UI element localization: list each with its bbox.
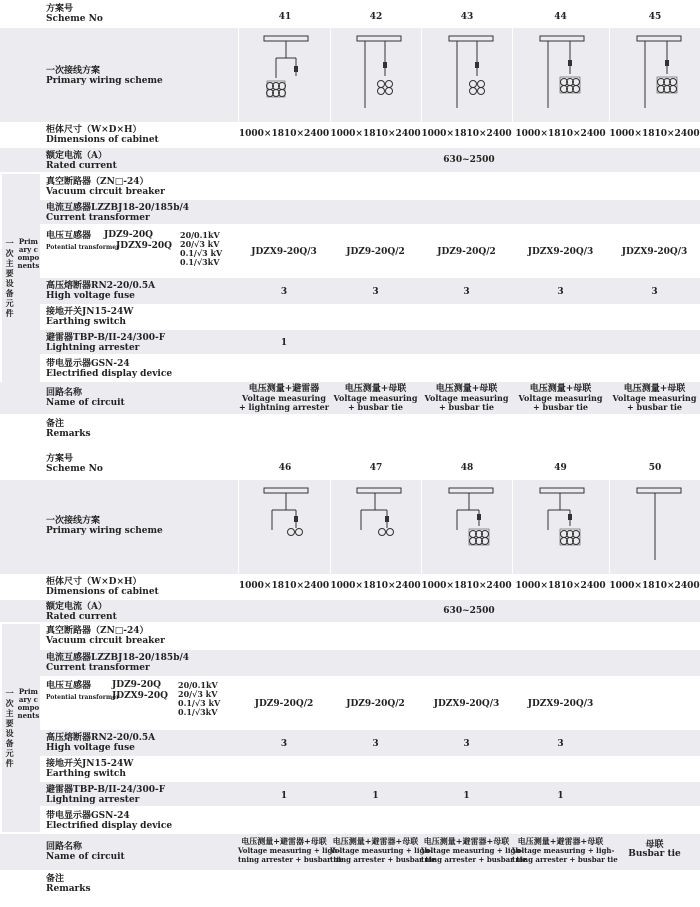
row-potential-transformer [0,676,700,728]
earthing-label: 接地开关JN15-24W Earthing switch [46,307,134,327]
ct-label: 电流互感器LZZBJ18-20/185b/4 Current transformer [46,203,190,223]
arrester-value: 1 [463,791,470,801]
scheme-number: 47 [369,463,383,473]
pt-label: 电压互感器 JDZ9-20Q Potential transformer JDZX9-20Q [46,230,172,251]
circuit-label: 回路名称 Name of circuit [46,388,125,408]
dimensions-value: 1000×1810×2400 [238,129,330,139]
vcb-label: 真空断路器（ZN□-24） Vacuum circuit breaker [46,177,165,197]
scheme-number: 46 [278,463,292,473]
wiring-label: 一次接线方案 Primary wiring scheme [46,516,163,536]
dimensions-value: 1000×1810×2400 [330,129,421,139]
fuse-value: 3 [463,287,470,297]
row-electrified-display [0,808,700,834]
dimensions-value: 1000×1810×2400 [421,581,512,591]
primary-components-side-label-1: 一次主要设备元件 Primary components [2,174,40,382]
wiring-diagram-49 [538,488,588,566]
arrester-value: 1 [372,791,379,801]
row-earthing-switch [0,304,700,330]
rated-current-label: 额定电流（A） Rated current [46,602,117,622]
circuit-name-value: 电压测量+母联 Voltage measuring + busbar tie [333,384,418,412]
arrester-label: 避雷器TBP-B/II-24/300-F Lightning arrester [46,785,166,805]
wiring-diagram-41 [262,36,312,114]
wiring-diagram-47 [355,488,405,566]
fuse-value: 3 [280,287,288,297]
row-vacuum-breaker [0,624,700,648]
pt-value: JDZX9-20Q/3 [251,247,317,257]
circuit-name-value: 电压测量+避雷器+母联 Voltage measuring + ligh- tning arrester + busbar tie [512,836,618,864]
dimensions-value: 1000×1810×2400 [609,129,700,139]
row-remarks [0,414,700,442]
wiring-diagram-45 [635,36,685,114]
dimensions-value: 1000×1810×2400 [330,581,421,591]
scheme-label: 方案号 Scheme No [46,454,103,474]
circuit-name-value: 电压测量+母联 Voltage measuring + busbar tie [518,384,603,412]
dimensions-value: 1000×1810×2400 [515,129,606,139]
primary-components-side-label-2: 一次主要设备元件 Primary components [2,624,40,832]
row-lightning-arrester [40,330,700,354]
pt-value: JDZX9-20Q/3 [527,247,594,257]
arrester-value: 1 [557,791,564,801]
row-scheme-no [0,452,700,480]
fuse-value: 3 [557,739,564,749]
pt-ratios: 20/0.1kV 20/√3 kV 0.1/√3 kV 0.1/√3kV [178,680,221,717]
circuit-name-value: 母联 Busbar tie [628,840,681,859]
scheme-number: 43 [460,12,474,22]
row-circuit-name [0,382,700,414]
scheme-number: 49 [554,463,567,473]
pt-label: 电压互感器 JDZ9-20Q Potential transformer JDZX9-20Q [46,680,168,701]
arrester-value: 1 [280,338,288,348]
row-vacuum-breaker [0,174,700,200]
row-current-transformer [40,650,700,676]
row-wiring [0,28,700,122]
scheme-number: 45 [648,12,662,22]
row-wiring [0,480,700,574]
row-fuse [40,278,700,304]
fuse-label: 高压熔断器RN2-20/0.5A High voltage fuse [46,281,156,301]
circuit-name-value: 电压测量+避雷器+母联 Voltage measuring + ligh- tning arrester + busbar tie [238,836,344,864]
wiring-label: 一次接线方案 Primary wiring scheme [46,66,163,86]
wiring-diagram-50 [635,488,685,566]
circuit-label: 回路名称 Name of circuit [46,842,125,862]
remarks-label: 备注 Remarks [46,874,91,894]
circuit-name-value: 电压测量+母联 Voltage measuring + busbar tie [612,384,697,412]
vcb-label: 真空断路器（ZN□-24） Vacuum circuit breaker [46,626,165,646]
dimensions-label: 柜体尺寸（W×D×H） Dimensions of cabinet [46,577,159,597]
pt-value: JDZ9-20Q/2 [346,247,405,257]
circuit-name-value: 电压测量+避雷器+母联 Voltage measuring + ligh- tning arrester + busbar tie [421,836,527,864]
circuit-name-value: 电压测量+避雷器+母联 Voltage measuring + ligh- tning arrester + busbar tie [330,836,436,864]
rated-current-value: 630~2500 [443,606,495,616]
fuse-value: 3 [372,287,379,297]
row-dimensions [0,122,700,146]
rated-current-value: 630~2500 [443,155,495,165]
pt-value: JDZX9-20Q/3 [433,699,500,709]
scheme-number: 41 [278,12,292,22]
remarks-label: 备注 Remarks [46,419,91,439]
dimensions-value: 1000×1810×2400 [609,581,700,591]
row-dimensions [0,574,700,598]
fuse-value: 3 [651,287,658,297]
pt-value: JDZX9-20Q/3 [621,247,688,257]
dimensions-value: 1000×1810×2400 [238,581,330,591]
circuit-name-value: 电压测量+母联 Voltage measuring + busbar tie [424,384,509,412]
row-lightning-arrester [40,782,700,806]
fuse-value: 3 [463,739,470,749]
wiring-diagram-43 [447,36,497,114]
pt-value: JDZX9-20Q/3 [527,699,594,709]
pt-ratios: 20/0.1kV 20/√3 kV 0.1/√3 kV 0.1/√3kV [180,230,223,267]
wiring-diagram-44 [538,36,588,114]
earthing-label: 接地开关JN15-24W Earthing switch [46,759,134,779]
fuse-value: 3 [372,739,379,749]
row-electrified-display [0,356,700,382]
pt-value: JDZ9-20Q/2 [346,699,405,709]
display-label: 带电显示器GSN-24 Electrified display device [46,811,173,831]
fuse-value: 3 [280,739,288,749]
row-scheme-no [0,0,700,28]
display-label: 带电显示器GSN-24 Electrified display device [46,359,173,379]
row-current-transformer [40,200,700,224]
row-rated-current [0,148,700,172]
rated-current-label: 额定电流（A） Rated current [46,151,117,171]
row-potential-transformer [0,226,700,276]
wiring-diagram-48 [447,488,497,566]
scheme-number: 42 [369,12,383,22]
row-remarks [0,870,700,900]
scheme-number: 48 [460,463,474,473]
row-rated-current [0,600,700,622]
circuit-name-value: 电压测量+避雷器 Voltage measuring + lightning arrester [239,384,329,412]
dimensions-value: 1000×1810×2400 [421,129,512,139]
ct-label: 电流互感器LZZBJ18-20/185b/4 Current transformer [46,653,190,673]
wiring-diagram-42 [355,36,405,114]
fuse-label: 高压熔断器RN2-20/0.5A High voltage fuse [46,733,156,753]
dimensions-label: 柜体尺寸（W×D×H） Dimensions of cabinet [46,125,159,145]
arrester-label: 避雷器TBP-B/II-24/300-F Lightning arrester [46,333,166,353]
row-earthing-switch [0,756,700,782]
arrester-value: 1 [280,791,288,801]
scheme-number: 50 [648,463,662,473]
row-fuse [40,730,700,756]
pt-value: JDZ9-20Q/2 [437,247,496,257]
fuse-value: 3 [557,287,564,297]
scheme-label: 方案号 Scheme No [46,4,103,24]
pt-value: JDZ9-20Q/2 [254,699,314,709]
scheme-number: 44 [554,12,567,22]
dimensions-value: 1000×1810×2400 [515,581,606,591]
row-circuit-name [0,834,700,870]
wiring-diagram-46 [262,488,312,566]
